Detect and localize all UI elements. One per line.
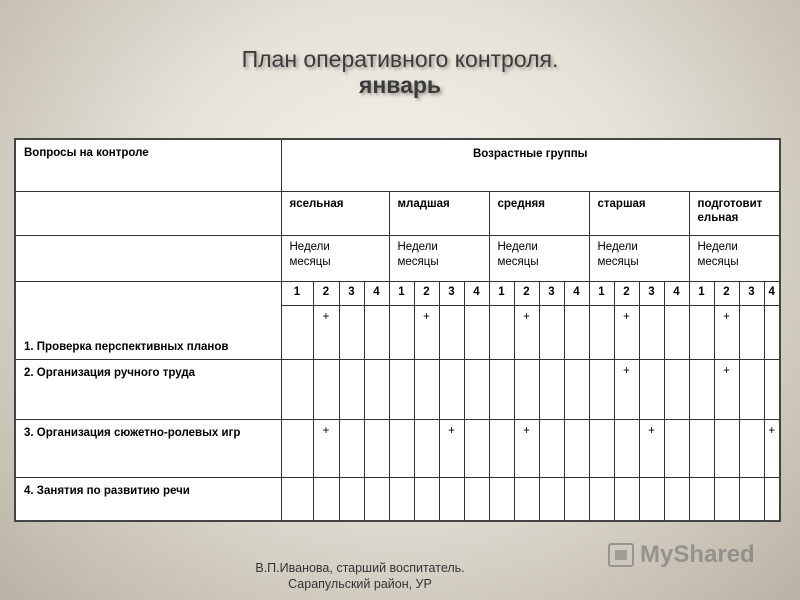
weeks-months-label xyxy=(489,235,589,281)
mark-cell: + xyxy=(764,419,780,477)
mark-cell xyxy=(614,477,639,521)
mark-cell xyxy=(589,477,614,521)
mark-cell xyxy=(639,305,664,359)
mark-cell xyxy=(489,477,514,521)
mark-cell xyxy=(489,419,514,477)
mark-cell xyxy=(489,305,514,359)
mark-cell: + xyxy=(414,305,439,359)
mark-cell xyxy=(589,419,614,477)
mark-cell xyxy=(414,419,439,477)
mark-cell xyxy=(313,477,339,521)
mark-cell xyxy=(389,419,414,477)
title-line-1: План оперативного контроля. xyxy=(241,46,559,72)
mark-cell xyxy=(439,477,464,521)
months-label: месяцы xyxy=(397,255,439,268)
mark-cell xyxy=(464,305,489,359)
mark-cell xyxy=(689,419,714,477)
mark-cell xyxy=(539,305,564,359)
weeks-label: Недели xyxy=(697,240,738,253)
mark-cell xyxy=(664,359,689,419)
weeks-label: Недели xyxy=(597,240,638,253)
week-number: 4 xyxy=(464,281,489,305)
empty-cell xyxy=(15,191,281,235)
mark-cell xyxy=(281,305,313,359)
mark-cell: + xyxy=(714,359,739,419)
mark-cell xyxy=(339,477,364,521)
weeks-label: Недели xyxy=(497,240,538,253)
mark-cell xyxy=(364,305,389,359)
control-plan-table xyxy=(14,138,781,522)
week-number: 2 xyxy=(714,281,739,305)
week-number: 4 xyxy=(364,281,389,305)
weeks-months-label xyxy=(281,235,389,281)
mark-cell xyxy=(739,359,764,419)
mark-cell xyxy=(539,359,564,419)
mark-cell xyxy=(739,305,764,359)
mark-cell xyxy=(514,359,539,419)
mark-cell xyxy=(614,419,639,477)
mark-cell xyxy=(639,359,664,419)
slide-title xyxy=(0,46,800,98)
mark-cell: + xyxy=(714,305,739,359)
row-label-manual-labor: 2. Организация ручного труда xyxy=(15,359,281,419)
group-preparatory: подготовит ельная xyxy=(689,191,780,235)
week-number: 2 xyxy=(514,281,539,305)
group-nursery: ясельная xyxy=(281,191,389,235)
presentation-icon xyxy=(608,543,634,567)
group-senior: старшая xyxy=(589,191,689,235)
mark-cell xyxy=(564,359,589,419)
mark-cell xyxy=(489,359,514,419)
mark-cell xyxy=(464,477,489,521)
mark-cell xyxy=(389,359,414,419)
watermark-text: MyShared xyxy=(640,541,755,568)
months-label: месяцы xyxy=(289,255,331,268)
week-number: 4 xyxy=(664,281,689,305)
mark-cell xyxy=(439,359,464,419)
mark-cell xyxy=(689,477,714,521)
week-number: 3 xyxy=(439,281,464,305)
mark-cell xyxy=(764,305,780,359)
mark-cell xyxy=(414,477,439,521)
mark-cell xyxy=(364,477,389,521)
week-number: 4 xyxy=(764,281,780,305)
week-number: 1 xyxy=(689,281,714,305)
mark-cell xyxy=(464,419,489,477)
mark-cell: + xyxy=(614,305,639,359)
mark-cell xyxy=(664,419,689,477)
mark-cell xyxy=(714,477,739,521)
row-label-speech: 4. Занятия по развитию речи xyxy=(15,477,281,521)
mark-cell xyxy=(364,419,389,477)
row-label-role-play: 3. Организация сюжетно-ролевых игр xyxy=(15,419,281,477)
mark-cell xyxy=(564,305,589,359)
weeks-months-label xyxy=(689,235,780,281)
title-line-2: январь xyxy=(358,72,442,98)
age-groups-header: Возрастные группы xyxy=(281,139,780,191)
week-number: 4 xyxy=(564,281,589,305)
mark-cell xyxy=(389,477,414,521)
mark-cell: + xyxy=(439,419,464,477)
mark-cell xyxy=(389,305,414,359)
weeks-label: Недели xyxy=(397,240,438,253)
mark-cell xyxy=(764,359,780,419)
mark-cell xyxy=(364,359,389,419)
group-middle: средняя xyxy=(489,191,589,235)
mark-cell: + xyxy=(614,359,639,419)
mark-cell: + xyxy=(313,305,339,359)
mark-cell xyxy=(564,477,589,521)
mark-cell xyxy=(313,359,339,419)
week-number: 2 xyxy=(313,281,339,305)
mark-cell xyxy=(739,477,764,521)
week-number: 3 xyxy=(639,281,664,305)
mark-cell xyxy=(564,419,589,477)
mark-cell xyxy=(281,477,313,521)
mark-cell xyxy=(464,359,489,419)
weeks-months-label xyxy=(389,235,489,281)
week-number: 2 xyxy=(414,281,439,305)
questions-header: Вопросы на контроле xyxy=(15,139,281,191)
mark-cell xyxy=(414,359,439,419)
week-number: 1 xyxy=(389,281,414,305)
mark-cell: + xyxy=(639,419,664,477)
mark-cell: + xyxy=(514,305,539,359)
empty-cell xyxy=(15,235,281,281)
mark-cell xyxy=(739,419,764,477)
mark-cell: + xyxy=(514,419,539,477)
weeks-months-label xyxy=(589,235,689,281)
mark-cell xyxy=(339,359,364,419)
week-number: 3 xyxy=(539,281,564,305)
week-number: 1 xyxy=(589,281,614,305)
mark-cell xyxy=(689,305,714,359)
week-number: 3 xyxy=(339,281,364,305)
mark-cell xyxy=(281,359,313,419)
author-footer xyxy=(250,560,470,592)
mark-cell xyxy=(339,419,364,477)
mark-cell xyxy=(589,359,614,419)
mark-cell xyxy=(639,477,664,521)
mark-cell xyxy=(539,419,564,477)
mark-cell xyxy=(714,419,739,477)
group-junior: младшая xyxy=(389,191,489,235)
week-number: 2 xyxy=(614,281,639,305)
months-label: месяцы xyxy=(697,255,739,268)
months-label: месяцы xyxy=(497,255,539,268)
mark-cell xyxy=(439,305,464,359)
mark-cell: + xyxy=(313,419,339,477)
footer-line-1: В.П.Иванова, старший воспитатель. xyxy=(255,561,465,575)
mark-cell xyxy=(514,477,539,521)
watermark-logo xyxy=(608,540,755,570)
mark-cell xyxy=(539,477,564,521)
months-label: месяцы xyxy=(597,255,639,268)
weeks-label: Недели xyxy=(289,240,330,253)
footer-line-2: Сарапульский район, УР xyxy=(288,577,432,591)
mark-cell xyxy=(664,305,689,359)
mark-cell xyxy=(664,477,689,521)
mark-cell xyxy=(764,477,780,521)
week-number: 3 xyxy=(739,281,764,305)
mark-cell xyxy=(689,359,714,419)
row-label-plans: 1. Проверка перспективных планов xyxy=(15,281,281,359)
week-number: 1 xyxy=(281,281,313,305)
mark-cell xyxy=(281,419,313,477)
mark-cell xyxy=(339,305,364,359)
week-number: 1 xyxy=(489,281,514,305)
mark-cell xyxy=(589,305,614,359)
